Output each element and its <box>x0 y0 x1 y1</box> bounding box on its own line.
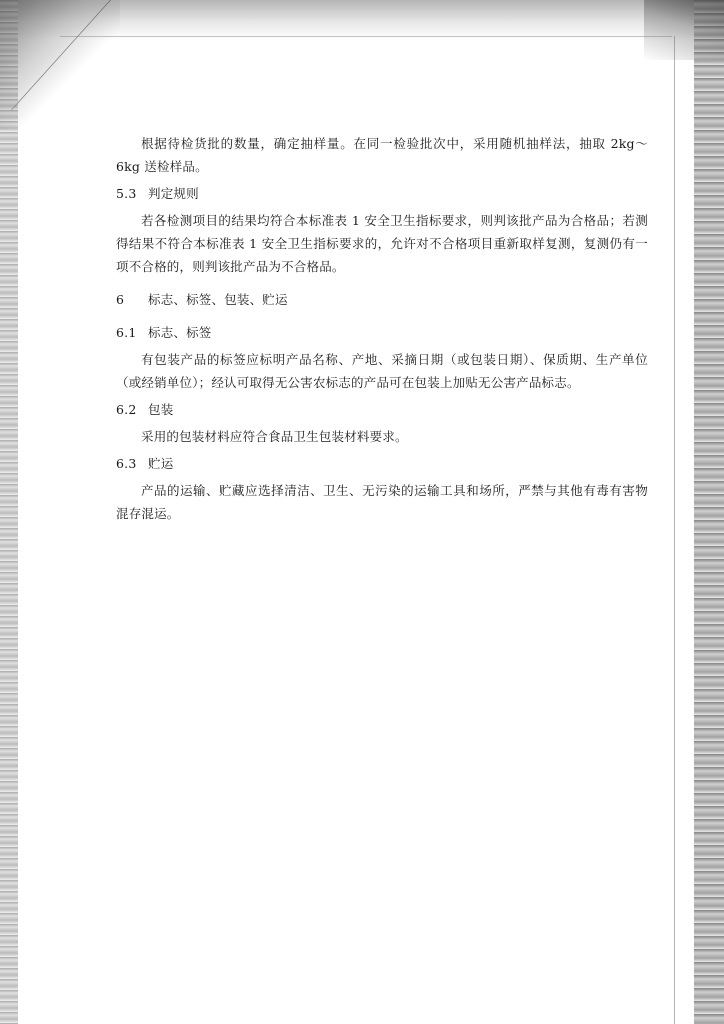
transport-paragraph: 产品的运输、贮藏应选择清洁、卫生、无污染的运输工具和场所，严禁与其他有毒有害物混存混运。 <box>116 483 648 521</box>
clause-6-2-heading <box>116 398 648 421</box>
clause-6-3-heading <box>116 452 648 475</box>
page-top-edge <box>60 36 672 37</box>
clause-number: 6.1 <box>116 325 137 340</box>
clause-5-3-heading <box>116 182 648 205</box>
scan-noise-left-edge <box>0 0 18 1024</box>
clause-number: 6.2 <box>116 402 137 417</box>
clause-6-1-heading <box>116 321 648 344</box>
page-right-edge <box>674 36 675 1024</box>
clause-number: 6.3 <box>116 456 137 471</box>
scan-noise-right-edge <box>694 0 724 1024</box>
section-number: 6 <box>116 292 125 307</box>
packaging-paragraph: 采用的包装材料应符合食品卫生包装材料要求。 <box>141 429 408 444</box>
clause-title: 判定规则 <box>148 186 199 201</box>
section-6-heading <box>116 288 648 311</box>
clause-number: 5.3 <box>116 186 137 201</box>
clause-title: 贮运 <box>148 456 174 471</box>
judgement-paragraph: 若各检测项目的结果均符合本标准表 1 安全卫生指标要求，则判该批产品为合格品；若测得结果不符合本标准表 1 安全卫生指标要求的，允许对不合格项目重新取样复测，复测仍有一项不合格的，则判该批产品为不合格品。 <box>116 213 648 274</box>
clause-title: 包装 <box>148 402 174 417</box>
document-body <box>116 132 648 525</box>
sampling-paragraph: 根据待检货批的数量，确定抽样量。在同一检验批次中，采用随机抽样法，抽取 2kg～6kg 送检样品。 <box>116 136 648 174</box>
clause-title: 标志、标签 <box>148 325 212 340</box>
section-title: 标志、标签、包装、贮运 <box>148 292 288 307</box>
labeling-paragraph: 有包装产品的标签应标明产品名称、产地、采摘日期（或包装日期）、保质期、生产单位（或经销单位）；经认可取得无公害农标志的产品可在包装上加贴无公害产品标志。 <box>116 352 648 390</box>
